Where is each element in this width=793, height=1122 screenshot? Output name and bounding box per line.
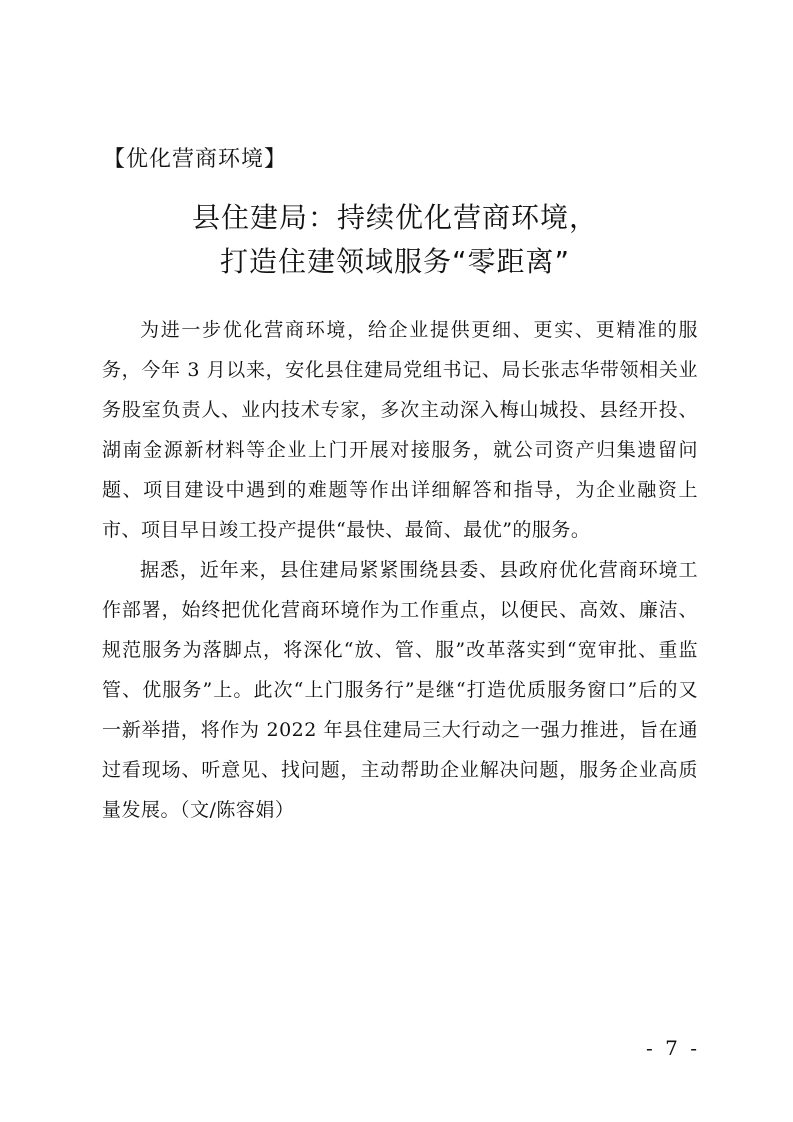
body-paragraph-1: 为进一步优化营商环境，给企业提供更细、更实、更精准的服务，今年 3 月以来，安化县住建局党组书记、局长张志华带领相关业务股室负责人、业内技术专家，多次主动深入梅山城投、县经开投、湖南金源新材料等企业上门开展对接服务，就公司资产归集遗留问题、项目建设中遇到的难题等作出详细解答和指导，为企业融资上市、项目早日竣工投产提供“最快、最简、最优”的服务。 bbox=[102, 319, 698, 541]
headline-line-1: 县住建局：持续优化营商环境， bbox=[191, 201, 598, 234]
article-body bbox=[102, 310, 698, 830]
article-headline bbox=[90, 196, 700, 284]
page-number: - 7 - bbox=[646, 1036, 700, 1060]
body-paragraph-2: 据悉，近年来，县住建局紧紧围绕县委、县政府优化营商环境工作部署，始终把优化营商环境作为工作重点，以便民、高效、廉洁、规范服务为落脚点，将深化“放、管、服”改革落实到“宽审批、重监管、优服务”上。此次“上门服务行”是继“打造优质服务窗口”后的又一新举措，将作为 2022 年县住建局三大行动之一强力推进，旨在通过看现场、听意见、找问题，主动帮助企业解决问题，服务企业高质量发展。（文/陈容娟） bbox=[102, 559, 698, 821]
headline-line-2: 打造住建领域服务“零距离” bbox=[219, 245, 570, 278]
section-tag: 【优化营商环境】 bbox=[103, 147, 288, 172]
